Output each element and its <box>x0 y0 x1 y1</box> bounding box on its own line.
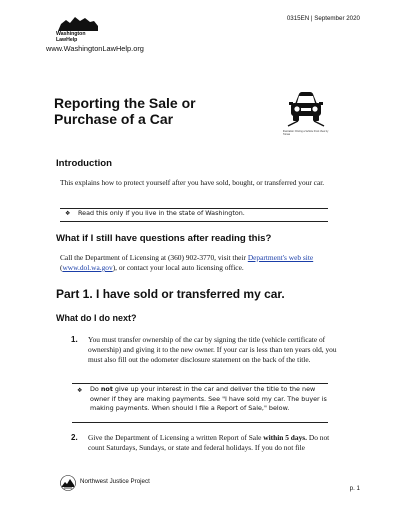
footer-org-name: Northwest Justice Project <box>80 478 150 485</box>
introduction-text: This explains how to protect yourself after you have sold, bought, or transferred your car. <box>60 178 325 187</box>
warning-text: Do not give up your interest in the car and deliver the title to the new owner if they are making payments. See "I have sold my car. The buyer is making payments. When should I file a Report of Sale," below. <box>90 385 327 413</box>
item-1-text: You must transfer ownership of the car by signing the title (vehicle certificate of ownership) and giving it to the new owner. If your car is less than ten years old, you must also fill out the odometer disclosure statement on the back of the title. <box>88 335 337 364</box>
car-icon <box>286 88 326 128</box>
item-number-1: 1. <box>71 335 78 344</box>
item-number-2: 2. <box>71 433 78 442</box>
page-title: Reporting the Sale or Purchase of a Car <box>54 95 196 127</box>
diamond-bullet-icon: ❖ <box>65 210 71 217</box>
payments-warning-note <box>72 383 328 423</box>
questions-heading: What if I still have questions after reading this? <box>56 233 272 244</box>
note-text: Read this only if you live in the state of Washington. <box>78 209 245 217</box>
document-id: 0315EN | September 2020 <box>286 15 360 22</box>
car-illustration-caption: Illustration: Driving a Vehicle Front View by Tomas <box>283 130 329 136</box>
logo-text: Washington LawHelp <box>56 31 86 43</box>
washington-lawhelp-logo <box>58 14 98 31</box>
part1-heading: Part 1. I have sold or transferred my car. <box>56 287 285 301</box>
questions-text: Call the Department of Licensing at (360) 902-3770, visit their Department's web site (www.dol.wa.gov), or contact your local auto licensing office. <box>60 253 314 272</box>
introduction-heading: Introduction <box>56 158 112 169</box>
item-2-text: Give the Department of Licensing a written Report of Sale within 5 days. Do not count Saturdays, Sundays, or state and federal holidays. If you do not file <box>88 433 330 452</box>
dol-website-link[interactable]: Department's web site <box>247 253 314 262</box>
dol-url-link[interactable]: www.dol.wa.gov <box>62 263 113 272</box>
northwest-justice-project-logo-icon <box>60 475 76 491</box>
diamond-bullet-icon: ❖ <box>77 387 83 394</box>
washington-only-note <box>60 208 328 222</box>
page-number: p. 1 <box>349 485 360 492</box>
site-url[interactable]: www.WashingtonLawHelp.org <box>46 44 144 53</box>
what-next-heading: What do I do next? <box>56 313 137 323</box>
